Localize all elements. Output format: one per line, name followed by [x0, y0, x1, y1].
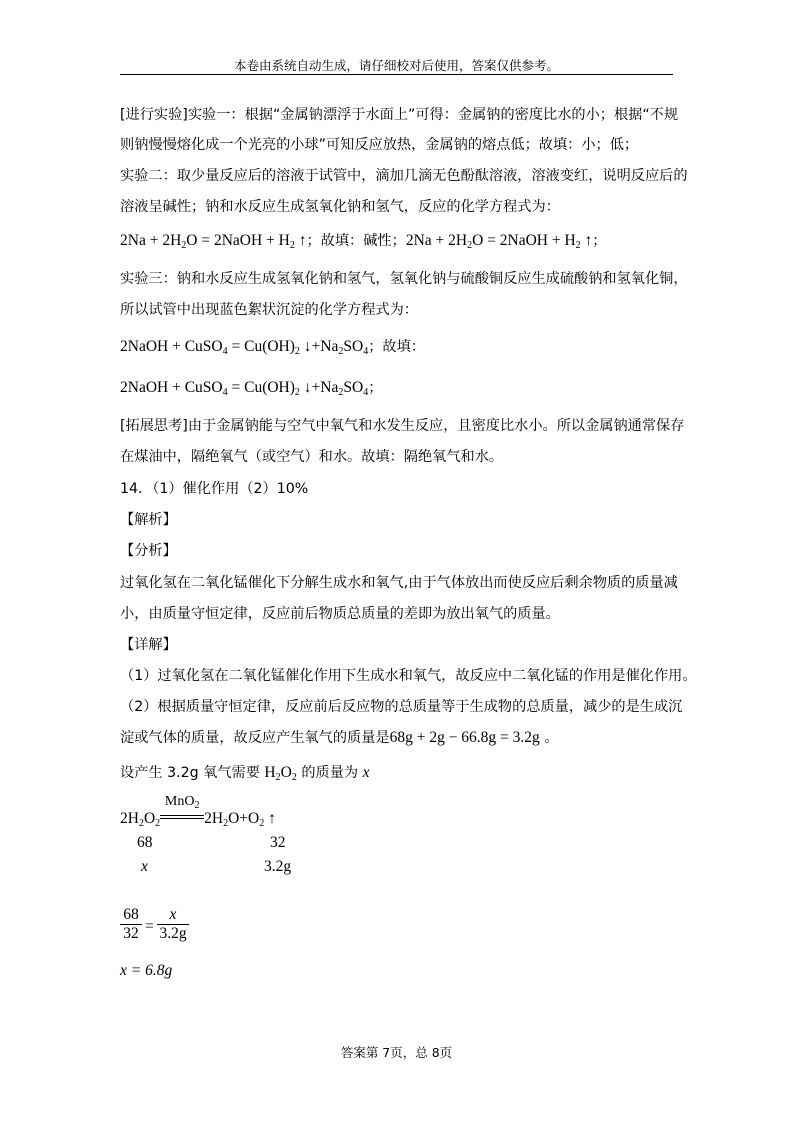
text-line: 所以试管中出现蓝色絮状沉淀的化学方程式为：	[120, 302, 418, 318]
fraction-x-3-2g	[157, 906, 189, 943]
equation-na-water: $2Na + 2H_2O$ = 2NaOH + $H_2$ ↑；故填：碱性；$2Na + 2H_2O$ = 2NaOH + $H_2$ ↑；	[120, 232, 607, 251]
text-fragment: 设产生 3.2g 氧气需要	[120, 765, 265, 781]
right-value: 3.2g	[264, 858, 292, 875]
section-heading-detail: 【详解】	[120, 637, 177, 653]
numerator: 68	[123, 906, 139, 923]
equals-sign: =	[145, 918, 154, 935]
catalyst-label: MnO$_2$	[164, 794, 200, 812]
text-line: （1）过氧化氢在二氧化锰催化作用下生成水和氧气，故反应中二氧化锰的作用是催化作用。	[120, 668, 697, 684]
question-answer-line: 14．（1）催化作用（2）10%	[120, 481, 309, 497]
numerator: x	[169, 906, 177, 923]
right-mass: 32	[270, 834, 286, 851]
result: x = 6.8g	[120, 962, 173, 979]
text-line: 在煤油中，隔绝氧气（或空气）和水。故填：隔绝氧气和水。	[120, 449, 504, 465]
left-mass: 68	[137, 834, 153, 851]
text-line: [进行实验]实验一：根据“金属钠漂浮于水面上”可得：金属钠的密度比水的小；根据“不规	[120, 107, 679, 123]
denominator: 3.2g	[157, 924, 189, 943]
text-line: （2）根据质量守恒定律，反应前后反应物的总质量等于生成物的总质量，减少的是生成沉	[120, 699, 683, 715]
h2o2-formula: $H_2O_2$	[264, 764, 297, 783]
text-fragment: 的质量为	[296, 765, 363, 781]
equation-tail: ；	[368, 380, 383, 396]
text-line: 实验二：取少量反应后的溶液于试管中，滴加几滴无色酚酞溶液，溶液变红，说明反应后的	[120, 168, 688, 184]
text-line: 溶液呈碱性；钠和水反应生成氢氧化钠和氢气，反应的化学方程式为：	[120, 199, 560, 215]
section-heading-fenxi: 【分析】	[120, 543, 177, 559]
text-line: 小，由质量守恒定律，反应前后物质总质量的差即为放出氧气的质量。	[120, 606, 560, 622]
section-heading-analysis: 【解析】	[120, 512, 177, 528]
equation-tail: ；故填：	[368, 339, 425, 355]
equation-naoh-cuso4-answer: 2NaOH + CuSO$_4$ = $Cu(OH)_2$ $↓+Na_2SO_4$；	[120, 379, 383, 398]
catalyst-arrow	[160, 794, 204, 826]
mass-calc: 68g + 2g − 66.8g = 3.2g	[389, 729, 540, 746]
text-line-setup	[120, 762, 370, 782]
text-line: [拓展思考]由于金属钠能与空气中氧气和水发生反应，且密度比水小。所以金属钠通常保存	[120, 418, 685, 434]
denominator: 32	[120, 924, 142, 943]
equation-tail: ；	[592, 233, 607, 249]
text-line: 过氧化氢在二氧化锰催化下分解生成水和氧气,由于气体放出而使反应后剩余物质的质量减	[120, 575, 678, 591]
equation-naoh-cuso4: 2NaOH + CuSO$_4$ = $Cu(OH)_2$ $↓+Na_2SO_4$；故填：	[120, 338, 425, 357]
equation-tail: ；故填：碱性；	[306, 233, 406, 249]
text-line: 实验三：钠和水反应生成氢氧化钠和氢气，氢氧化钠与硫酸铜反应生成硫酸钠和氢氧化铜，	[120, 271, 688, 287]
fraction-68-32	[120, 906, 142, 943]
text-fragment: 淀或气体的质量，故反应产生氧气的质量是	[120, 730, 390, 746]
page-footer: 答案第 7页，总 8页	[340, 1045, 453, 1060]
variable-x: x	[362, 764, 370, 781]
text-line-mass	[120, 727, 559, 747]
page-header: 本卷由系统自动生成，请仔细校对后使用，答案仅供参考。	[233, 58, 559, 73]
text-line: 则钠慢慢熔化成一个光亮的小球”可知反应放热，金属钠的熔点低；故填：小；低；	[120, 137, 639, 153]
equation-h2o2-decomp: $2H_2O_2$ MnO$_2$ $2H_2O+O_2$ ↑	[120, 794, 276, 829]
text-fragment: 。	[539, 730, 559, 746]
left-variable: x	[141, 858, 148, 875]
header-rule	[120, 74, 673, 75]
